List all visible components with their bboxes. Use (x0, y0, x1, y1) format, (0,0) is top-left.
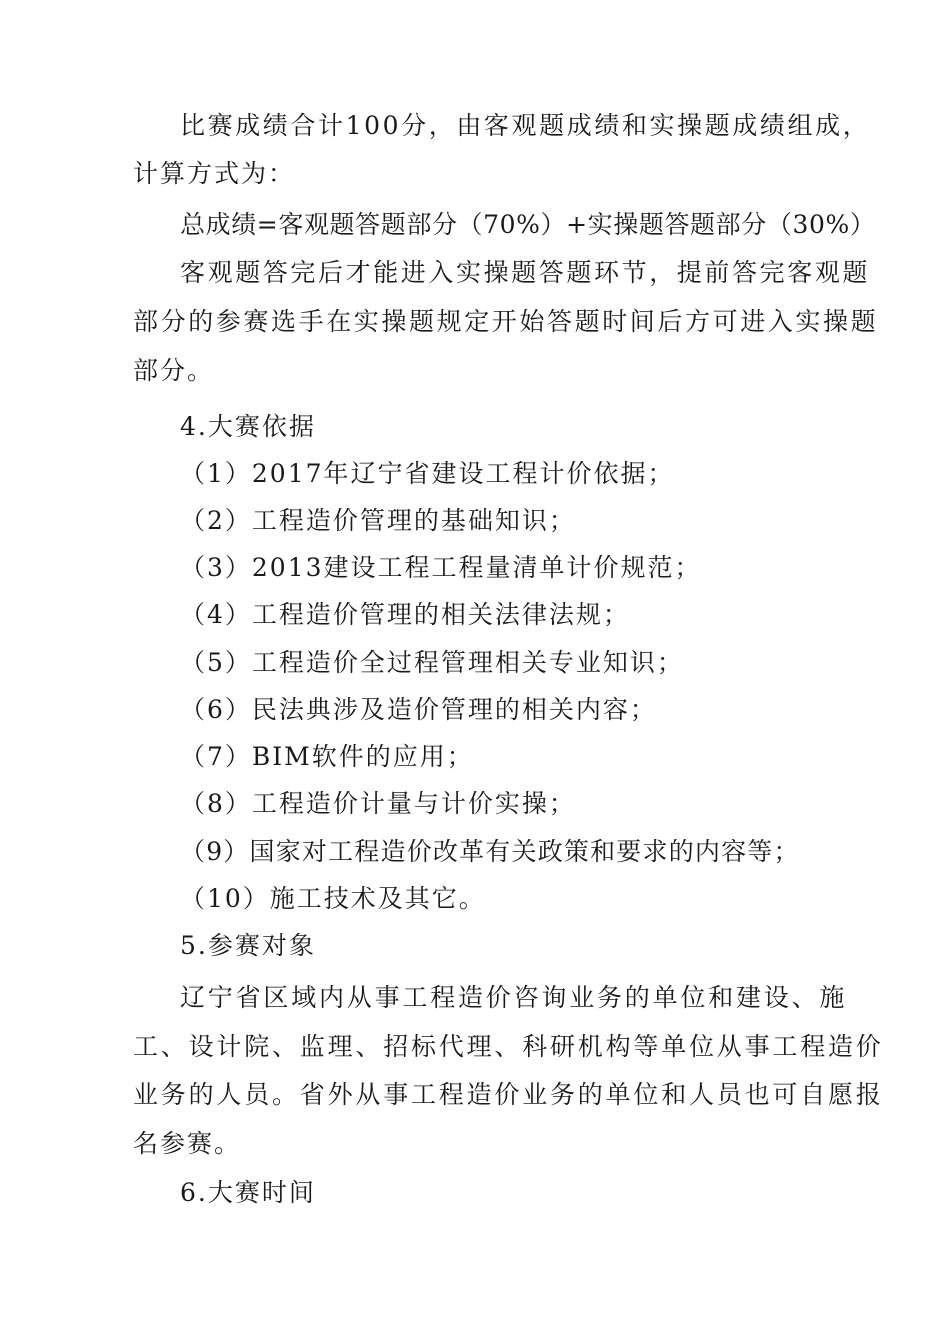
section-heading-basis: 4.大赛依据 (180, 412, 316, 441)
basis-item-7: （7）BIM软件的应用； (180, 742, 474, 771)
paragraph-participants-line-2: 工、设计院、监理、招标代理、科研机构等单位从事工程造价 (133, 1032, 884, 1061)
basis-item-4: （4）工程造价管理的相关法律法规； (180, 600, 630, 629)
basis-item-5: （5）工程造价全过程管理相关专业知识； (180, 648, 684, 677)
paragraph-participants-line-3: 业务的人员。省外从事工程造价业务的单位和人员也可自愿报 (133, 1080, 884, 1109)
basis-item-3: （3）2013建设工程工程量清单计价规范； (180, 553, 702, 582)
paragraph-order-line-1: 客观题答完后才能进入实操题答题环节，提前答完客观题 (180, 258, 871, 287)
paragraph-scoring-line-2: 计算方式为： (133, 159, 296, 188)
basis-item-10: （10）施工技术及其它。 (180, 884, 486, 913)
paragraph-participants-line-4: 名参赛。 (133, 1129, 242, 1158)
basis-item-1: （1）2017年辽宁省建设工程计价依据； (180, 459, 675, 488)
formula-total-score: 总成绩=客观题答题部分（70%）+实操题答题部分（30%） (180, 210, 876, 239)
section-heading-time: 6.大赛时间 (180, 1178, 316, 1207)
basis-item-9: （9）国家对工程造价改革有关政策和要求的内容等； (180, 837, 800, 866)
paragraph-order-line-2: 部分的参赛选手在实操题规定开始答题时间后方可进入实操题 (133, 307, 879, 336)
basis-item-6: （6）民法典涉及造价管理的相关内容； (180, 695, 657, 724)
paragraph-participants-line-1: 辽宁省区域内从事工程造价咨询业务的单位和建设、施 (180, 983, 848, 1012)
paragraph-scoring-line-1: 比赛成绩合计100分，由客观题成绩和实操题成绩组成， (180, 111, 871, 140)
paragraph-order-line-3: 部分。 (133, 356, 215, 385)
basis-item-2: （2）工程造价管理的基础知识； (180, 506, 576, 535)
section-heading-participants: 5.参赛对象 (180, 931, 316, 960)
basis-item-8: （8）工程造价计量与计价实操； (180, 789, 576, 818)
